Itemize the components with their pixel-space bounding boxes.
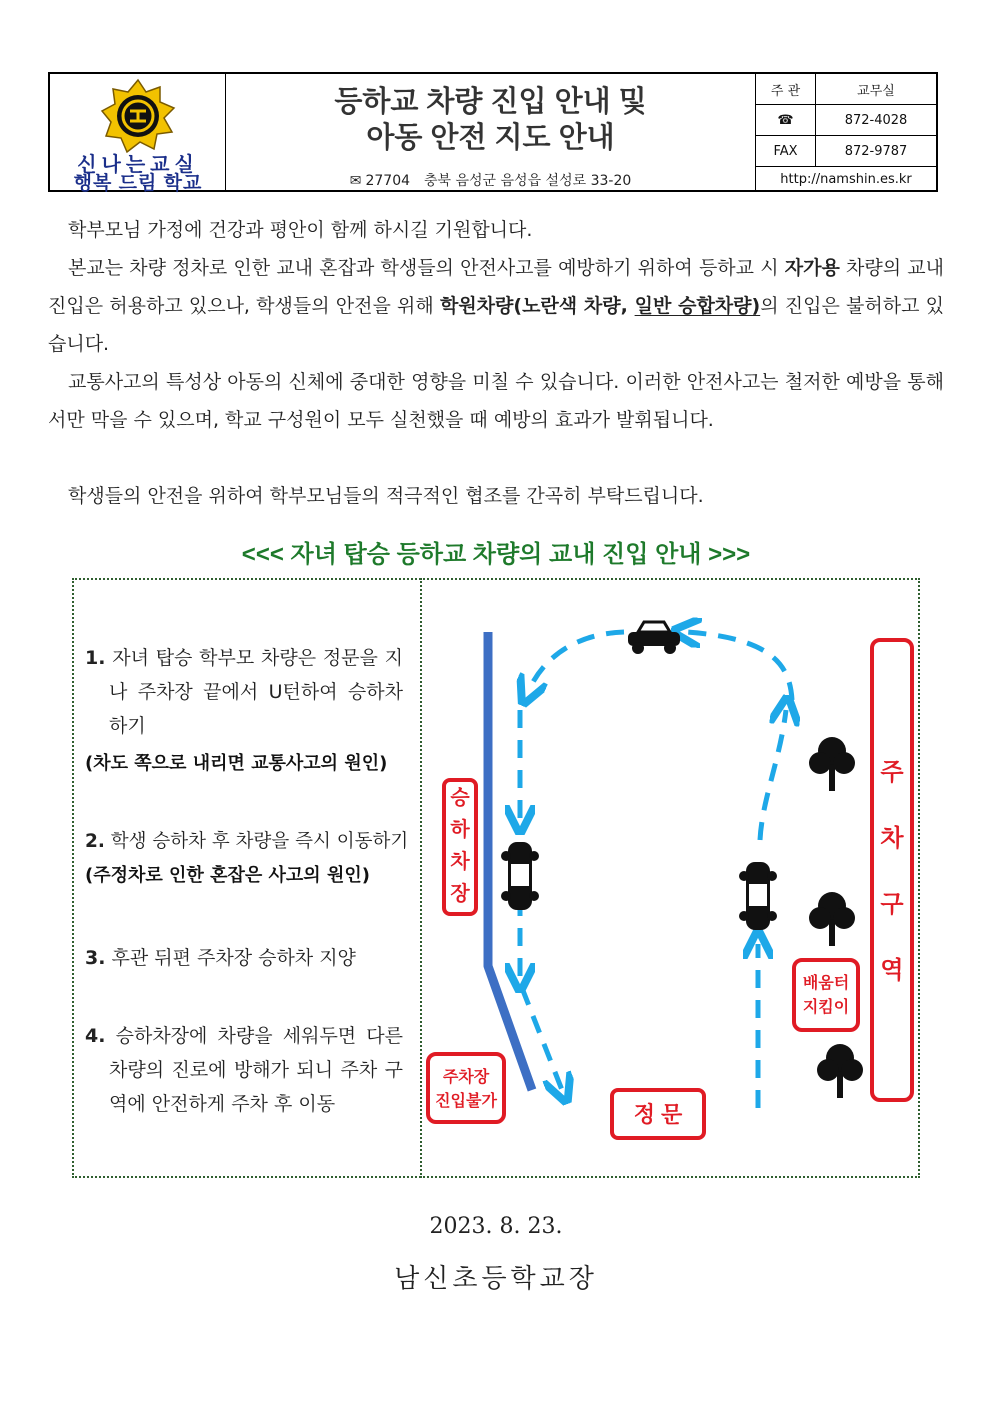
tree-icon <box>817 1044 863 1098</box>
school-emblem-icon <box>100 78 176 154</box>
policy-text-academy-vehicle: 학원차량(노란색 차량, <box>439 295 635 317</box>
greeting-text: 학부모님 가정에 건강과 평안이 함께 하시길 기원합니다. <box>68 219 533 241</box>
rule-3 <box>85 941 403 975</box>
rule-note: (주정차로 인한 혼잡은 사고의 원인) <box>85 865 370 886</box>
contact-info-table <box>756 74 936 190</box>
rule-number: 3. <box>85 947 106 969</box>
car-icon <box>739 862 777 930</box>
title-cell <box>226 74 756 190</box>
url-row <box>756 167 936 191</box>
policy-text-a: 본교는 차량 정차로 인한 교내 혼잡과 학생들의 안전사고를 예방하기 위하여 등하교 시 <box>68 257 785 279</box>
rule-text: 학생 승하차 후 차량을 즉시 이동하기 <box>110 831 409 852</box>
rule-text: 후관 뒤편 주차장 승하차 지양 <box>111 947 356 969</box>
flow-path-uturn-left <box>528 632 624 692</box>
rule-text: 자녀 탑승 학부모 차량은 정문을 지나 주차장 끝에서 U턴하여 승하차 하기 <box>109 647 403 737</box>
logo-cell <box>50 74 226 194</box>
phone-row <box>756 105 936 136</box>
tree-icon <box>809 737 855 791</box>
parking-zone-label-2: 차 <box>880 825 904 852</box>
learning-keeper-label-2: 지킴이 <box>802 999 850 1016</box>
flow-path-up-right-2 <box>760 710 786 840</box>
rule-1 <box>85 641 403 781</box>
fax-label: FAX <box>756 136 816 166</box>
greeting-paragraph <box>48 211 944 249</box>
request-paragraph <box>48 477 944 515</box>
flow-path-uturn-right <box>686 632 792 700</box>
manager-row <box>756 74 936 105</box>
rule-number: 4. <box>85 1025 106 1047</box>
principal-signature: 남신초등학교장 <box>394 1264 598 1294</box>
letterhead <box>48 72 938 192</box>
policy-text-van: 일반 승합차량) <box>634 295 761 317</box>
fax-row <box>756 136 936 167</box>
tree-icon <box>809 892 855 946</box>
safety-text: 교통사고의 특성상 아동의 신체에 중대한 영향을 미칠 수 있습니다. 이러한 안전사고는 철저한 예방을 통해서만 막을 수 있으며, 학교 구성원이 모두 실천했을 때 예방의 효과가 발휘됩니다. <box>48 371 944 431</box>
mail-icon: ✉ <box>349 173 362 189</box>
manager-value: 교무실 <box>857 83 895 99</box>
document-date: 2023. 8. 23. <box>429 1214 563 1239</box>
policy-paragraph <box>48 249 944 363</box>
rule-number: 2. <box>85 831 105 852</box>
title-line-1: 등하교 차량 진입 안내 및 <box>334 86 647 118</box>
rule-text: 승하차장에 차량을 세워두면 다른 차량의 진로에 방해가 되니 주차 구역에 안전하게 주차 후 이동 <box>109 1025 404 1115</box>
section-heading: <<< 자녀 탑승 등하교 차량의 교내 진입 안내 >>> <box>241 541 751 568</box>
manager-label: 주 관 <box>756 74 816 104</box>
postal-code: 27704 <box>365 173 411 189</box>
phone-icon: ☎ <box>756 105 816 135</box>
rule-note: (차도 쪽으로 내리면 교통사고의 원인) <box>85 753 388 774</box>
school-url[interactable]: http://namshin.es.kr <box>780 171 912 187</box>
learning-keeper-box <box>794 960 858 1030</box>
request-text: 학생들의 안전을 위하여 학부모님들의 적극적인 협조를 간곡히 부탁드립니다. <box>68 485 704 507</box>
pickup-zone-label-2: 하 <box>450 819 470 841</box>
pickup-zone-label-1: 승 <box>450 787 470 809</box>
school-address: 충북 음성군 음성읍 설성로 33-20 <box>424 173 632 189</box>
parking-zone-label-1: 주 <box>880 759 904 786</box>
main-gate-label: 정 문 <box>633 1102 683 1127</box>
no-parking-box <box>428 1054 504 1122</box>
parking-zone-label-3: 구 <box>880 891 904 918</box>
no-parking-label-2: 진입불가 <box>435 1093 497 1110</box>
school-slogan-line2: 행복 드림 학교 <box>73 173 203 194</box>
no-parking-label-1: 주차장 <box>442 1069 490 1086</box>
car-icon <box>628 622 680 654</box>
policy-text-c: 차량의 교내 진입은 허용하고 있으나, 학생들의 안전을 위해 <box>48 257 944 317</box>
fax-value: 872-9787 <box>844 143 908 159</box>
rule-2 <box>85 825 409 893</box>
learning-keeper-label-1: 배움터 <box>802 975 850 992</box>
document-title <box>226 84 755 156</box>
phone-value: 872-4028 <box>844 112 908 128</box>
safety-paragraph <box>48 363 944 439</box>
school-slogan-line1: 신나는교실 <box>77 154 199 176</box>
car-icon <box>501 842 539 910</box>
address-line <box>226 170 755 190</box>
policy-text-f: 의 진입은 불허하고 있습니다. <box>48 295 944 355</box>
policy-text-private-car: 자가용 <box>784 257 840 279</box>
parking-zone-box <box>872 640 912 1100</box>
rule-4 <box>85 1019 403 1121</box>
title-line-2: 아동 안전 지도 안내 <box>366 122 615 154</box>
rule-number: 1. <box>85 647 106 669</box>
pickup-zone-label-4: 장 <box>450 883 470 905</box>
traffic-flow-diagram <box>422 580 918 1176</box>
pickup-zone-label-3: 차 <box>450 851 470 873</box>
parking-zone-label-4: 역 <box>880 957 904 984</box>
